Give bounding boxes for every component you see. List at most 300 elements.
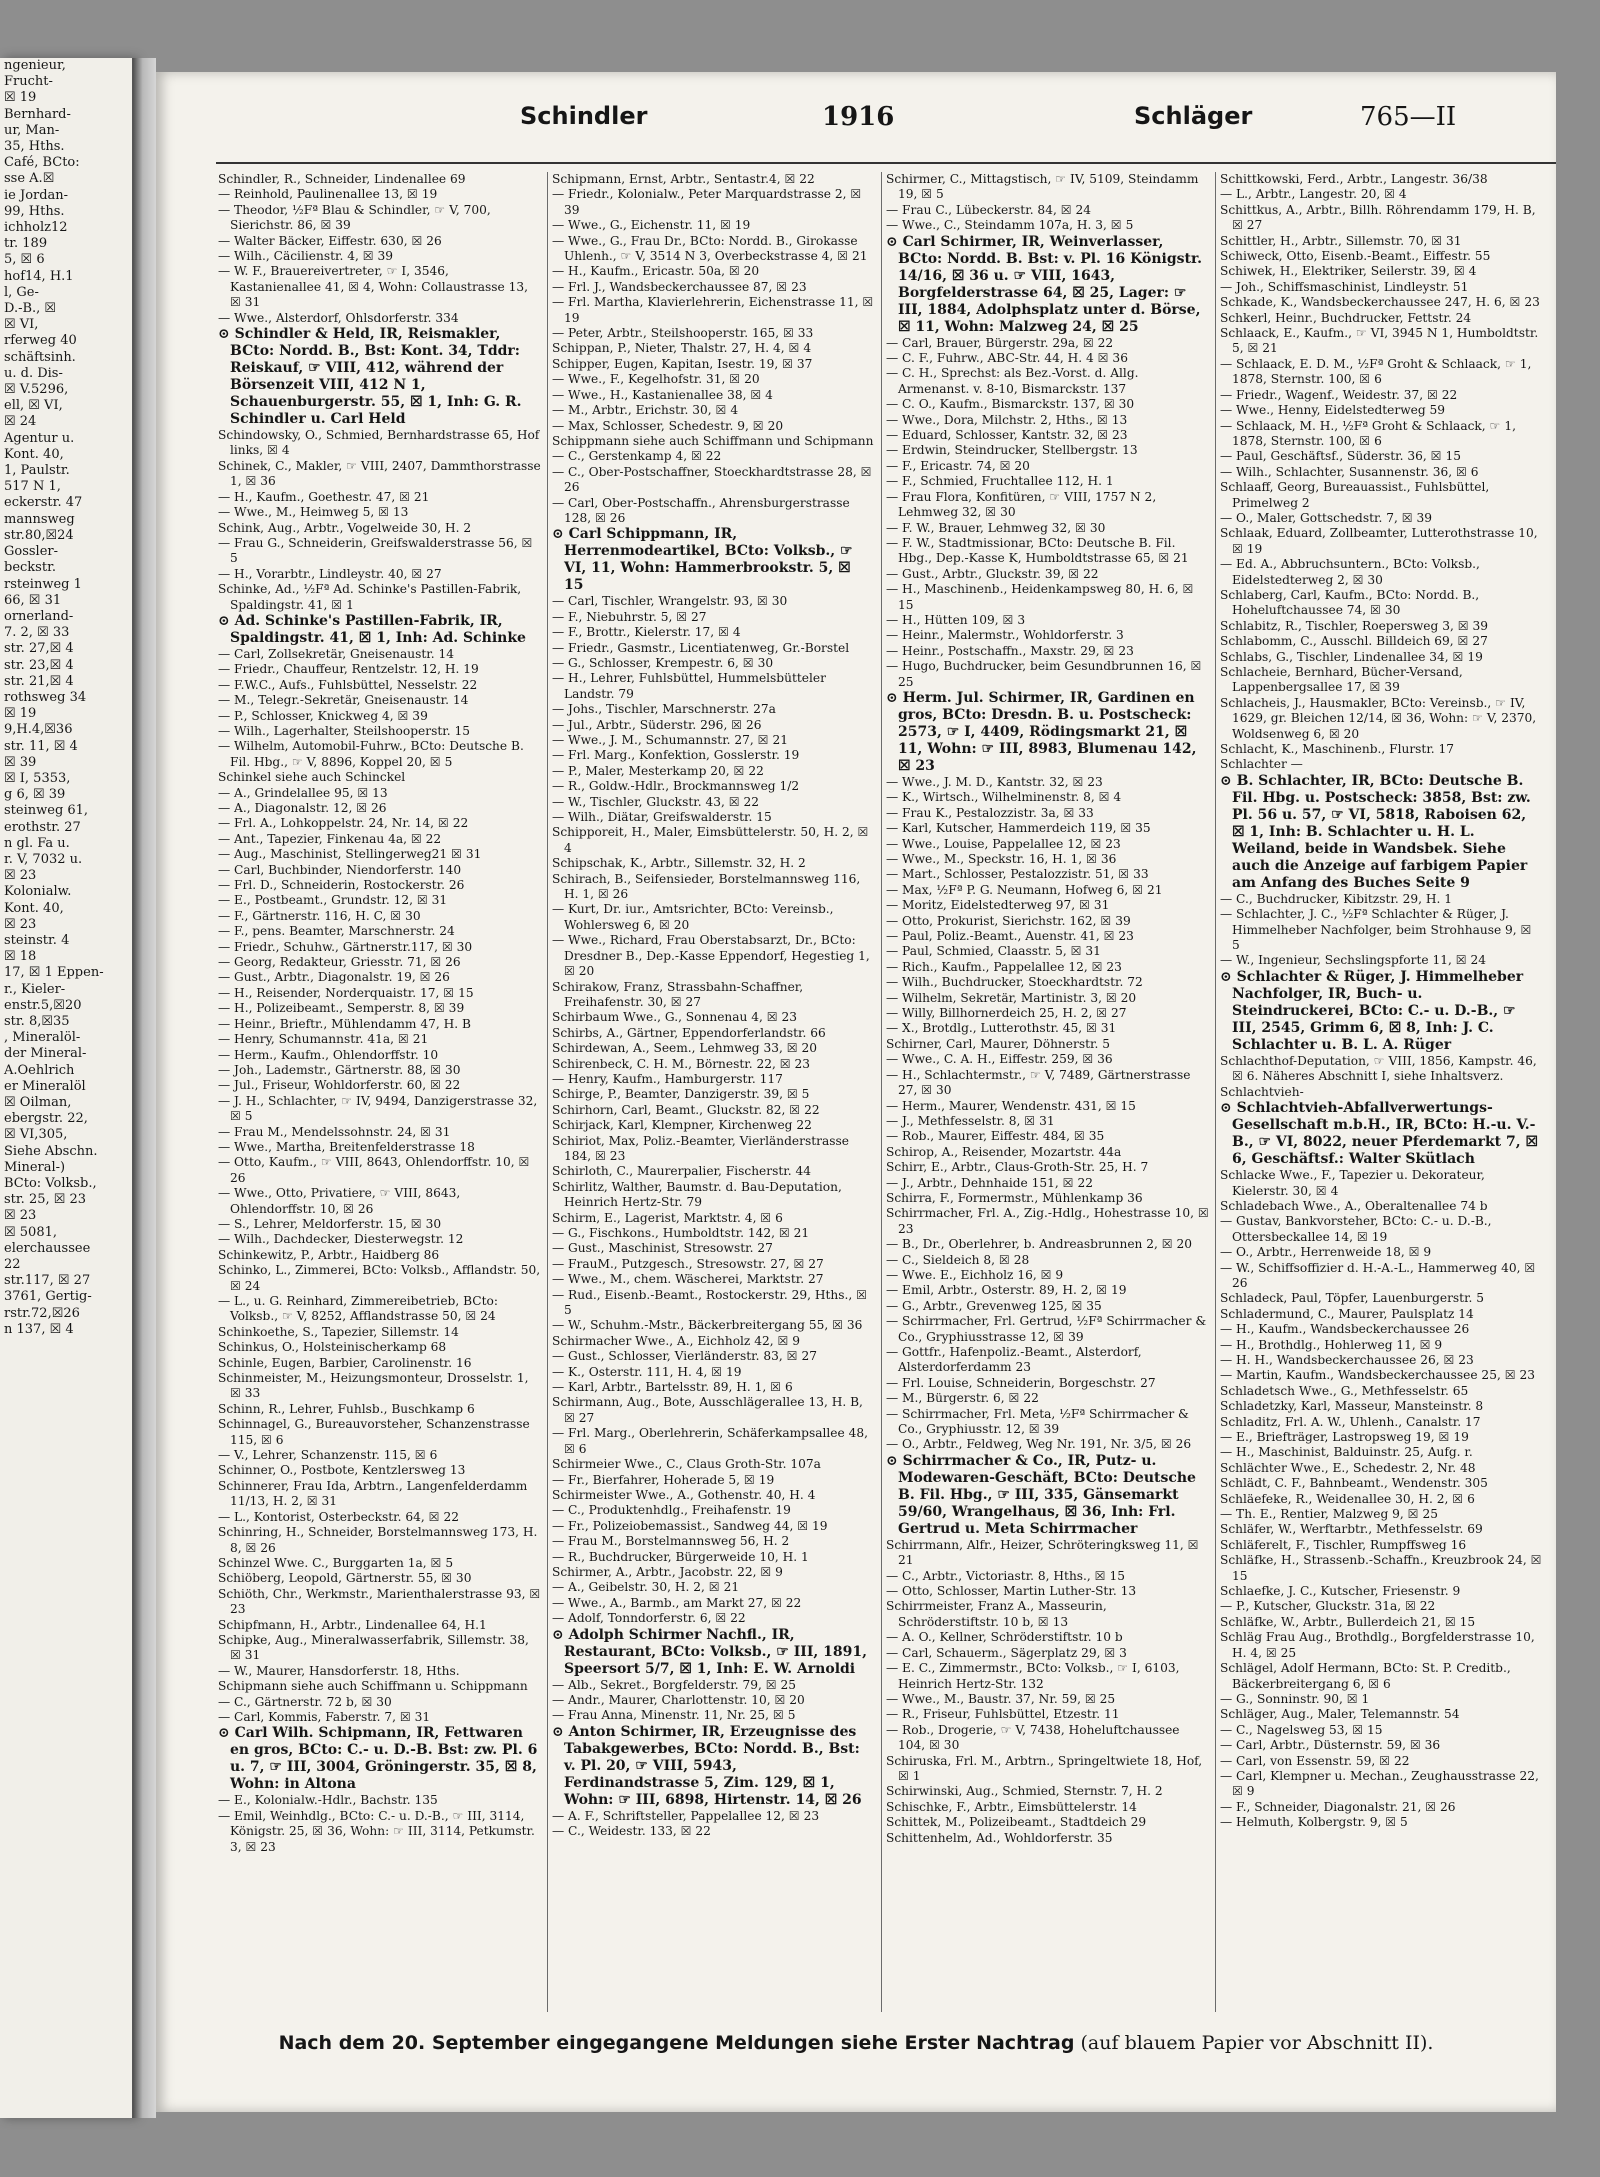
left-page-fragment: str. 21,☒ 4 xyxy=(4,673,74,689)
page-number: 765—II xyxy=(1360,102,1457,132)
directory-entry: Schittler, H., Arbtr., Sillemstr. 70, ☒ 31 xyxy=(1220,233,1462,248)
left-page-fragment: Bernhard- xyxy=(4,106,71,122)
directory-entry: Schläfer, W., Werftarbtr., Methfesselstr. 69 xyxy=(1220,1522,1483,1537)
directory-entry: — F., Brottr., Kielerstr. 17, ☒ 4 xyxy=(552,625,741,640)
left-page-fragment: ☒ 23 xyxy=(4,1208,37,1224)
left-page-fragment: A.Oehlrich xyxy=(4,1062,75,1078)
directory-entry: — M., Arbtr., Erichstr. 30, ☒ 4 xyxy=(552,403,739,418)
directory-entry: — Schlaack, M. H., ½Fª Groht & Schlaack, ☞ 1, 1878, Sternstr. 100, ☒ 6 xyxy=(1220,418,1516,448)
directory-entry: — C., Ober-Postschaffner, Stoeckhardtstrasse 28, ☒ 26 xyxy=(552,464,872,495)
directory-entry: Schladetsch Wwe., G., Methfesselstr. 65 xyxy=(1220,1383,1469,1398)
directory-entry: — C., Produktenhdlg., Freihafenstr. 19 xyxy=(552,1503,791,1518)
directory-entry: Schladermund, C., Maurer, Paulsplatz 14 xyxy=(1220,1306,1474,1321)
left-page-fragment: steinstr. 4 xyxy=(4,932,70,948)
directory-entry: Schipke, Aug., Mineralwasserfabrik, Sillemstr. 38, ☒ 31 xyxy=(218,1632,529,1663)
directory-columns xyxy=(218,172,1558,2012)
directory-entry: Schläfke, W., Arbtr., Bullerdeich 21, ☒ 15 xyxy=(1220,1614,1476,1629)
directory-entry: — Wilh., Diätar, Greifswalderstr. 15 xyxy=(552,810,772,825)
directory-entry: — Max, ½Fª P. G. Neumann, Hofweg 6, ☒ 21 xyxy=(886,882,1163,897)
directory-entry: Schinring, H., Schneider, Borstelmannsweg 173, H. 8, ☒ 26 xyxy=(218,1525,538,1555)
left-page-fragment: str. 25, ☒ 23 xyxy=(4,1192,87,1208)
directory-ad-entry: ⊙ Herm. Jul. Schirmer, IR, Gardinen en gros, BCto: Dresdn. B. u. Postscheck: 2573, ☞ I, 4409, Rödingsmarkt 21, ☒ 11, Wohn: ☞ III, 8983, Blumenau 142, ☒ 23 xyxy=(886,689,1197,774)
directory-entry: Schippmann siehe auch Schiffmann und Schipmann xyxy=(552,433,874,448)
left-page-fragment: r., Kieler- xyxy=(4,981,66,997)
left-page-fragment: Kont. 40, xyxy=(4,900,64,916)
left-page-fragment: str. 27,☒ 4 xyxy=(4,641,74,657)
running-header xyxy=(156,102,1556,142)
directory-entry: — Carl, Brauer, Bürgerstr. 29a, ☒ 22 xyxy=(886,335,1114,350)
directory-entry: — J., Methfesselstr. 8, ☒ 31 xyxy=(886,1113,1055,1128)
directory-entry: Schinner, O., Postbote, Kentzlersweg 13 xyxy=(218,1463,466,1478)
directory-entry: — X., Brotdlg., Lutterothstr. 45, ☒ 31 xyxy=(886,1021,1117,1036)
directory-entry: Schindler, R., Schneider, Lindenallee 69 xyxy=(218,172,466,186)
directory-entry: — H., Maschinist, Balduinstr. 25, Aufg. r. xyxy=(1220,1445,1473,1460)
directory-ad-entry: ⊙ Carl Schippmann, IR, Herrenmodeartikel, BCto: Volksb., ☞ VI, 11, Wohn: Hammerbrookstr. 5, ☒ 15 xyxy=(552,526,853,594)
directory-entry: — Karl, Kutscher, Hammerdeich 119, ☒ 35 xyxy=(886,821,1151,836)
directory-entry: Schirr, E., Arbtr., Claus-Groth-Str. 25, H. 7 xyxy=(886,1160,1149,1175)
directory-entry: — H., Kaufm., Goethestr. 47, ☒ 21 xyxy=(218,489,430,504)
left-page-fragment: str. 8,☒35 xyxy=(4,1013,70,1029)
left-page-fragment: eckerstr. 47 xyxy=(4,495,83,511)
directory-entry: — S., Lehrer, Meldorferstr. 15, ☒ 30 xyxy=(218,1216,442,1231)
directory-entry: — J. H., Schlachter, ☞ IV, 9494, Danzigerstrasse 32, ☒ 5 xyxy=(218,1093,538,1124)
left-page-fragment: sse A.☒ xyxy=(4,171,55,187)
directory-entry: — Peter, Arbtr., Steilshooperstr. 165, ☒ 33 xyxy=(552,326,814,341)
directory-ad-entry: ⊙ Adolph Schirmer Nachfl., IR, Restaurant, BCto: Volksb., ☞ III, 1891, Speersort 5/7, ☒ 1, Inh: E. W. Arnoldi xyxy=(552,1626,867,1677)
directory-entry: — M., Bürgerstr. 6, ☒ 22 xyxy=(886,1391,1039,1406)
directory-entry: — C., Nagelsweg 53, ☒ 15 xyxy=(1220,1722,1383,1737)
directory-entry: — Kurt, Dr. iur., Amtsrichter, BCto: Vereinsb., Wohlersweg 6, ☒ 20 xyxy=(552,902,834,932)
directory-entry: — Frau Flora, Konfitüren, ☞ VIII, 1757 N 2, Lehmweg 32, ☒ 30 xyxy=(886,489,1157,520)
directory-entry: Schinkel siehe auch Schinckel xyxy=(218,770,406,785)
left-page-fragment: erothstr. 27 xyxy=(4,819,81,835)
directory-entry: Schirrmeister, Franz A., Masseurin, Schröderstiftstr. 10 b, ☒ 13 xyxy=(886,1599,1107,1629)
directory-entry: Schinle, Eugen, Barbier, Carolinenstr. 16 xyxy=(218,1355,472,1370)
left-page-fragment: ie Jordan- xyxy=(4,187,69,203)
left-page-fragment: 66, ☒ 31 xyxy=(4,592,62,608)
directory-entry: — A., Grindelallee 95, ☒ 13 xyxy=(218,785,388,800)
directory-ad-entry: ⊙ Schirrmacher & Co., IR, Putz- u. Modewaren-Geschäft, BCto: Deutsche B. Fil. Hbg., ☞ III, 335, Gänsemarkt 59/60, Wrangelhaus, ☒ 36, Inh: Frl. Gertrud u. Meta Schirrmacher xyxy=(886,1452,1196,1537)
directory-entry: — O., Arbtr., Feldweg, Weg Nr. 191, Nr. 3/5, ☒ 26 xyxy=(886,1437,1192,1452)
directory-entry: Schlacheie, Bernhard, Bücher-Versand, Lappenbergsallee 17, ☒ 39 xyxy=(1220,665,1463,695)
directory-entry: — Reinhold, Paulinenallee 13, ☒ 19 xyxy=(218,187,438,202)
directory-entry: — E., Kolonialw.-Hdlr., Bachstr. 135 xyxy=(218,1793,438,1808)
directory-entry: — M., Telegr.-Sekretär, Gneisenaustr. 14 xyxy=(218,693,469,708)
directory-entry: — Johs., Tischler, Marschnerstr. 27a xyxy=(552,702,776,717)
directory-entry: Schinkoethe, S., Tapezier, Sillemstr. 14 xyxy=(218,1324,459,1339)
directory-entry: Schirmeier Wwe., C., Claus Groth-Str. 107a xyxy=(552,1457,821,1472)
directory-entry: — W., Maurer, Hansdorferstr. 18, Hths. xyxy=(218,1663,460,1678)
left-page-fragment: ur, Man- xyxy=(4,122,60,138)
directory-entry: — W., Ingenieur, Sechslingspforte 11, ☒ 24 xyxy=(1220,953,1487,968)
directory-entry: Schirmann, Aug., Bote, Ausschlägerallee 13, H. B, ☒ 27 xyxy=(552,1395,863,1425)
directory-entry: Schinnagel, G., Bureauvorsteher, Schanzenstrasse 115, ☒ 6 xyxy=(218,1417,530,1447)
directory-entry: — H., Kaufm., Ericastr. 50a, ☒ 20 xyxy=(552,264,760,279)
directory-entry: Schirdewan, A., Seem., Lehmweg 33, ☒ 20 xyxy=(552,1041,818,1056)
directory-entry: — Aug., Maschinist, Stellingerweg21 ☒ 31 xyxy=(218,847,482,862)
directory-entry: — H., Hütten 109, ☒ 3 xyxy=(886,612,1026,627)
directory-entry: — L., u. G. Reinhard, Zimmereibetrieb, BCto: Volksb., ☞ V, 8252, Afflandstrasse 50, ☒ 24 xyxy=(218,1294,498,1324)
directory-entry: — Emil, Weinhdlg., BCto: C.- u. D.-B., ☞ III, 3114, Königstr. 25, ☒ 36, Wohn: ☞ III, 3114, Petkumstr. 3, ☒ 23 xyxy=(218,1808,535,1854)
left-page-fragment: 517 N 1, xyxy=(4,479,61,495)
directory-entry: — Georg, Redakteur, Griesstr. 71, ☒ 26 xyxy=(218,955,461,970)
directory-entry: Schirm, E., Lagerist, Marktstr. 4, ☒ 6 xyxy=(552,1210,783,1225)
directory-entry: Schladebach Wwe., A., Oberaltenallee 74 b xyxy=(1220,1198,1488,1213)
directory-entry: — Wwe., G., Eichenstr. 11, ☒ 19 xyxy=(552,218,751,233)
directory-entry: — Frl. Marg., Oberlehrerin, Schäferkampsallee 48, ☒ 6 xyxy=(552,1426,868,1456)
directory-entry: — F., pens. Beamter, Marschnerstr. 24 xyxy=(218,924,455,939)
directory-entry: — Wwe., Otto, Privatiere, ☞ VIII, 8643, Ohlendorffstr. 10, ☒ 26 xyxy=(218,1186,461,1216)
directory-ad-entry: ⊙ B. Schlachter, IR, BCto: Deutsche B. Fil. Hbg. u. Postscheck: 3858, Bst: zw. Pl. 56 u. 57, ☞ VI, 5818, Raboisen 62, ☒ 1, Inh: B. Schlachter u. H. L. Weiland, beide in Wandsbek. Siehe auch die Anzeige auf farbigem Papier am Anfang des Buches Seite 9 xyxy=(1220,772,1531,891)
directory-entry: Schläger, Aug., Maler, Telemannstr. 54 xyxy=(1220,1707,1460,1722)
directory-entry: — F. W., Stadtmissionar, BCto: Deutsche B. Fil. Hbg., Dep.-Kasse K, Humboldtstrasse 65, ☒ 21 xyxy=(886,535,1189,566)
directory-entry: Schlaaff, Georg, Bureauassist., Fuhlsbüttel, Primelweg 2 xyxy=(1220,480,1490,510)
directory-entry: — Ant., Tapezier, Finkenau 4a, ☒ 22 xyxy=(218,831,442,846)
directory-entry: — K., Osterstr. 111, H. 4, ☒ 19 xyxy=(552,1364,742,1379)
directory-entry: — Fr., Bierfahrer, Hoherade 5, ☒ 19 xyxy=(552,1472,775,1487)
directory-entry: — C., Gärtnerstr. 72 b, ☒ 30 xyxy=(218,1694,392,1709)
left-page-fragment: 9,H.4,☒36 xyxy=(4,722,73,738)
directory-entry: — Heinr., Malermstr., Wohldorferstr. 3 xyxy=(886,628,1124,643)
directory-entry: — Wwe., J. M. D., Kantstr. 32, ☒ 23 xyxy=(886,774,1103,789)
footer-note xyxy=(156,2032,1556,2054)
directory-entry: — Max, Schlosser, Schedestr. 9, ☒ 20 xyxy=(552,418,784,433)
directory-entry: — Willy, Billhornerdeich 25, H. 2, ☒ 27 xyxy=(886,1006,1127,1021)
left-page-fragment: 22 xyxy=(4,1257,21,1273)
directory-entry: — Joh., Lademstr., Gärtnerstr. 88, ☒ 30 xyxy=(218,1062,461,1077)
left-page-fragment: 7. 2, ☒ 33 xyxy=(4,625,70,641)
directory-entry: Schippan, P., Nieter, Thalstr. 27, H. 4, ☒ 4 xyxy=(552,341,812,356)
directory-entry: — Gust., Arbtr., Gluckstr. 39, ☒ 22 xyxy=(886,566,1099,581)
directory-entry: Schlädt, C. F., Bahnbeamt., Wendenstr. 305 xyxy=(1220,1476,1488,1491)
left-page-fragment: Kolonialw. xyxy=(4,884,72,900)
directory-entry: — Wilh., Dachdecker, Diesterwegstr. 12 xyxy=(218,1232,464,1247)
column-divider xyxy=(881,172,882,2012)
directory-entry: Schläg Frau Aug., Brothdlg., Borgfelderstrasse 10, H. 4, ☒ 25 xyxy=(1220,1630,1535,1660)
directory-entry: — Wwe., Alsterdorf, Ohlsdorferstr. 334 xyxy=(218,310,459,325)
directory-entry: — C., Gerstenkamp 4, ☒ 22 xyxy=(552,449,722,464)
directory-entry: — Frau G., Schneiderin, Greifswalderstrasse 56, ☒ 5 xyxy=(218,535,533,566)
directory-entry: — C., Arbtr., Victoriastr. 8, Hths., ☒ 15 xyxy=(886,1568,1125,1583)
directory-entry: Schittenhelm, Ad., Wohldorferstr. 35 xyxy=(886,1830,1113,1845)
directory-entry: — Heinr., Brieftr., Mühlendamm 47, H. B xyxy=(218,1016,471,1031)
directory-entry: Schirbaum Wwe., G., Sonnenau 4, ☒ 23 xyxy=(552,1010,798,1025)
directory-entry: Schlachtvieh- xyxy=(1220,1084,1304,1099)
directory-entry: — C. O., Kaufm., Bismarckstr. 137, ☒ 30 xyxy=(886,397,1135,412)
directory-entry: Schläefeke, R., Weidenallee 30, H. 2, ☒ 6 xyxy=(1220,1491,1475,1506)
directory-entry: Schirjack, Karl, Klempner, Kirchenweg 22 xyxy=(552,1118,812,1133)
directory-entry: — Wilh., Lagerhalter, Steilshooperstr. 15 xyxy=(218,723,470,738)
directory-entry: Schlaefke, J. C., Kutscher, Friesenstr. 9 xyxy=(1220,1584,1461,1599)
directory-entry: — Wwe., M., Heimweg 5, ☒ 13 xyxy=(218,505,409,520)
directory-entry: — H., Brothdlg., Hohlerweg 11, ☒ 9 xyxy=(1220,1337,1443,1352)
directory-entry: Schlägel, Adolf Hermann, BCto: St. P. Creditb., Bäckerbreitergang 6, ☒ 6 xyxy=(1220,1661,1511,1691)
directory-entry: — Friedr., Wagenf., Weidestr. 37, ☒ 22 xyxy=(1220,387,1458,402)
directory-entry: — H., Kaufm., Wandsbeckerchaussee 26 xyxy=(1220,1322,1470,1337)
directory-entry: Schink, Aug., Arbtr., Vogelweide 30, H. 2 xyxy=(218,520,472,535)
left-page-fragment: Mineral-) xyxy=(4,1159,66,1175)
left-page-fragment: Frucht- xyxy=(4,74,53,90)
directory-ad-entry: ⊙ Schlachtvieh-Abfallverwertungs-Gesellschaft m.b.H., IR, BCto: H.-u. V.-B., ☞ VI, 8022, neuer Pferdemarkt 7, ☒ 6, Geschäftsf.: Walter Skütlach xyxy=(1220,1100,1539,1168)
column-divider xyxy=(1215,172,1216,2012)
directory-entry: Schirmeister Wwe., A., Gothenstr. 40, H. 4 xyxy=(552,1487,816,1502)
directory-entry: — Otto, Kaufm., ☞ VIII, 8643, Ohlendorffstr. 10, ☒ 26 xyxy=(218,1155,530,1185)
left-page-fragment: rferweg 40 xyxy=(4,333,77,349)
directory-entry: Schirmer, A., Arbtr., Jacobstr. 22, ☒ 9 xyxy=(552,1564,783,1579)
directory-entry: — F., Schmied, Fruchtallee 112, H. 1 xyxy=(886,474,1114,489)
directory-entry: Schirmacher Wwe., A., Eichholz 42, ☒ 9 xyxy=(552,1333,801,1348)
directory-entry: — Schlachter, J. C., ½Fª Schlachter & Rüger, J. Himmelheber Nachfolger, beim Strohhause 9, ☒ 5 xyxy=(1220,907,1532,953)
directory-entry: Schirenbeck, C. H. M., Börnestr. 22, ☒ 23 xyxy=(552,1056,811,1071)
left-page-fragment: rsteinweg 1 xyxy=(4,576,82,592)
directory-entry: — A. F., Schriftsteller, Pappelallee 12, ☒ 23 xyxy=(552,1808,820,1823)
directory-entry: — Rob., Drogerie, ☞ V, 7438, Hoheluftchaussee 104, ☒ 30 xyxy=(886,1722,1180,1753)
directory-entry: Schipper, Eugen, Kapitan, Isestr. 19, ☒ 37 xyxy=(552,356,813,371)
directory-entry: — E. C., Zimmermstr., BCto: Volksb., ☞ I, 6103, Heinrich Hertz-Str. 132 xyxy=(886,1661,1180,1691)
directory-entry: — Hugo, Buchdrucker, beim Gesundbrunnen 16, ☒ 25 xyxy=(886,659,1202,689)
directory-entry: — Rich., Kaufm., Pappelallee 12, ☒ 23 xyxy=(886,959,1122,974)
directory-entry: — Wwe. E., Eichholz 16, ☒ 9 xyxy=(886,1267,1064,1282)
directory-entry: Schlacke Wwe., F., Tapezier u. Dekorateur, Kielerstr. 30, ☒ 4 xyxy=(1220,1168,1485,1198)
book-gutter xyxy=(134,58,156,2118)
directory-entry: Schlabs, G., Tischler, Lindenallee 34, ☒ 19 xyxy=(1220,649,1483,664)
directory-entry: — B., Dr., Oberlehrer, b. Andreasbrunnen 2, ☒ 20 xyxy=(886,1237,1193,1252)
directory-entry: Schkerl, Heinr., Buchdrucker, Fettstr. 24 xyxy=(1220,310,1472,325)
directory-entry: — Jul., Friseur, Wohldorferstr. 60, ☒ 22 xyxy=(218,1078,461,1093)
left-page-fragment: str. 23,☒ 4 xyxy=(4,657,74,673)
directory-entry: — H. H., Wandsbeckerchaussee 26, ☒ 23 xyxy=(1220,1352,1474,1367)
directory-entry: Schlaack, E., Kaufm., ☞ VI, 3945 N 1, Humboldtstr. 5, ☒ 21 xyxy=(1220,326,1539,356)
left-page-fragment: str. 11, ☒ 4 xyxy=(4,738,78,754)
directory-entry: — Schirrmacher, Frl. Meta, ½Fª Schirrmacher & Co., Gryphiusstr. 12, ☒ 39 xyxy=(886,1406,1189,1437)
directory-entry: — Frau M., Borstelmannsweg 56, H. 2 xyxy=(552,1534,790,1549)
directory-entry: — Carl, Kommis, Faberstr. 7, ☒ 31 xyxy=(218,1709,431,1724)
directory-entry: — Wilhelm, Automobil-Fuhrw., BCto: Deutsche B. Fil. Hbg., ☞ V, 8896, Koppel 20, ☒ 5 xyxy=(218,739,524,769)
directory-entry: — Erdwin, Steindrucker, Stellbergstr. 13 xyxy=(886,443,1138,458)
column-3 xyxy=(886,172,1209,2012)
left-page-fragment: , Mineralöl- xyxy=(4,1030,81,1046)
directory-entry: Schittkus, A., Arbtr., Billh. Röhrendamm 179, H. B, ☒ 27 xyxy=(1220,202,1536,233)
left-page-fragment: ichholz12 xyxy=(4,220,68,236)
directory-entry: — C. H., Sprechst: als Bez.-Vorst. d. Allg. Armenanst. v. 8-10, Bismarckstr. 137 xyxy=(886,366,1139,396)
directory-entry: — O., Arbtr., Herrenweide 18, ☒ 9 xyxy=(1220,1245,1432,1260)
left-page-fragment: 17, ☒ 1 Eppen- xyxy=(4,965,104,981)
left-page-fragment: ☒ 18 xyxy=(4,949,37,965)
directory-entry: — Andr., Maurer, Charlottenstr. 10, ☒ 20 xyxy=(552,1692,805,1707)
left-page-fragment: enstr.5,☒20 xyxy=(4,997,82,1013)
directory-entry: — Rud., Eisenb.-Beamt., Rostockerstr. 29, Hths., ☒ 5 xyxy=(552,1287,867,1318)
directory-entry: — Frl. Martha, Klavierlehrerin, Eichenstrasse 11, ☒ 19 xyxy=(552,295,874,325)
directory-entry: — Theodor, ½Fª Blau & Schindler, ☞ V, 700, Sierichstr. 86, ☒ 39 xyxy=(218,202,491,233)
directory-entry: — Eduard, Schlosser, Kantstr. 32, ☒ 23 xyxy=(886,428,1128,443)
left-page-fragment: rothsweg 34 xyxy=(4,689,87,705)
directory-entry: — Frau K., Pestalozzistr. 3a, ☒ 33 xyxy=(886,805,1094,820)
directory-entry: — Martin, Kaufm., Wandsbeckerchaussee 25, ☒ 23 xyxy=(1220,1368,1535,1383)
directory-entry: — R., Friseur, Fuhlsbüttel, Etzestr. 11 xyxy=(886,1707,1120,1722)
directory-entry: — E., Briefträger, Lastropsweg 19, ☒ 19 xyxy=(1220,1430,1469,1444)
left-page-fragment: beckstr. xyxy=(4,560,56,576)
directory-entry: — Friedr., Schuhw., Gärtnerstr.117, ☒ 30 xyxy=(218,939,473,954)
left-page-fragment: ☒ VI,305, xyxy=(4,1127,68,1143)
directory-entry: — Schirrmacher, Frl. Gertrud, ½Fª Schirrmacher & Co., Gryphiusstrasse 12, ☒ 39 xyxy=(886,1314,1207,1344)
left-page-fragment: 35, Hths. xyxy=(4,139,65,155)
directory-entry: — Wwe., M., Speckstr. 16, H. 1, ☒ 36 xyxy=(886,852,1117,866)
directory-entry: Schiöth, Chr., Werkmstr., Marienthalerstrasse 93, ☒ 23 xyxy=(218,1586,541,1617)
directory-entry: — Paul, Poliz.-Beamt., Auenstr. 41, ☒ 23 xyxy=(886,929,1134,944)
directory-entry: — Carl, von Essenstr. 59, ☒ 22 xyxy=(1220,1753,1410,1768)
directory-entry: — Carl, Arbtr., Düsternstr. 59, ☒ 36 xyxy=(1220,1738,1441,1753)
directory-entry: — Wwe., Henny, Eidelstedterweg 59 xyxy=(1220,403,1446,418)
directory-entry: — C., Weidestr. 133, ☒ 22 xyxy=(552,1824,711,1839)
directory-entry: — H., Lehrer, Fuhlsbüttel, Hummelsbütteler Landstr. 79 xyxy=(552,671,826,701)
left-page-fragment: Siehe Abschn. xyxy=(4,1143,98,1159)
directory-entry: Schladetzky, Karl, Masseur, Mansteinstr. 8 xyxy=(1220,1399,1484,1414)
directory-entry: Schirlitz, Walther, Baumstr. d. Bau-Deputation, Heinrich Hertz-Str. 79 xyxy=(552,1179,842,1210)
directory-entry: Schirrmacher, Frl. A., Zig.-Hdlg., Hohestrasse 10, ☒ 23 xyxy=(886,1206,1209,1236)
directory-entry: — Wwe., F., Kegelhofstr. 31, ☒ 20 xyxy=(552,372,760,387)
directory-entry: Schittek, M., Polizeibeamt., Stadtdeich 29 xyxy=(886,1815,1147,1830)
directory-entry: — Gustav, Bankvorsteher, BCto: C.- u. D.-B., Ottersbeckallee 14, ☒ 19 xyxy=(1220,1214,1492,1244)
directory-ad-entry: ⊙ Schindler & Held, IR, Reismakler, BCto: Nordd. B., Bst: Kont. 34, Tddr: Reiskauf, ☞ VIII, 412, während der Börsenzeit VIII, 412 N 1, Schauenburgerstr. 55, ☒ 1, Inh: G. R. Schindler u. Carl Held xyxy=(218,326,522,428)
left-page-fragment: Agentur u. xyxy=(4,430,75,446)
directory-entry: — H., Polizeibeamt., Semperstr. 8, ☒ 39 xyxy=(218,1001,465,1016)
directory-entry: Schinkus, O., Holsteinischerkamp 68 xyxy=(218,1340,447,1355)
directory-entry: — Adolf, Tonndorferstr. 6, ☒ 22 xyxy=(552,1611,746,1626)
directory-entry: — P., Kutscher, Gluckstr. 31a, ☒ 22 xyxy=(1220,1599,1436,1614)
directory-entry: — P., Maler, Mesterkamp 20, ☒ 22 xyxy=(552,763,764,778)
directory-entry: Schlachthof-Deputation, ☞ VIII, 1856, Kampstr. 46, ☒ 6. Näheres Abschnitt I, siehe Inhaltsverz. xyxy=(1220,1053,1537,1084)
directory-entry: Schinek, C., Makler, ☞ VIII, 2407, Dammthorstrasse 1, ☒ 36 xyxy=(218,458,541,489)
directory-entry: — F., Niebuhrstr. 5, ☒ 27 xyxy=(552,609,707,624)
directory-entry: Schlacheis, J., Hausmakler, BCto: Vereinsb., ☞ IV, 1629, gr. Bleichen 12/14, ☒ 36, Wohn: ☞ V, 2370, Woldsenweg 6, ☒ 20 xyxy=(1220,695,1537,741)
directory-entry: — Joh., Schiffsmaschinist, Lindleystr. 51 xyxy=(1220,279,1469,294)
left-page-fragment: str.117, ☒ 27 xyxy=(4,1273,91,1289)
directory-entry: — Carl, Tischler, Wrangelstr. 93, ☒ 30 xyxy=(552,594,788,609)
directory-entry: — Frau Anna, Minenstr. 11, Nr. 25, ☒ 5 xyxy=(552,1708,796,1723)
directory-entry: Schinkewitz, P., Arbtr., Haidberg 86 xyxy=(218,1247,440,1262)
directory-entry: Schipmann, Ernst, Arbtr., Sentastr.4, ☒ 22 xyxy=(552,172,815,186)
left-page-fragment: BCto: Volksb., xyxy=(4,1176,97,1192)
directory-entry: — V., Lehrer, Schanzenstr. 115, ☒ 6 xyxy=(218,1448,438,1463)
left-page-fragment: elerchaussee xyxy=(4,1240,91,1256)
directory-entry: — R., Goldw.-Hdlr., Brockmannsweg 1/2 xyxy=(552,779,800,794)
directory-entry: Schirner, Carl, Maurer, Döhnerstr. 5 xyxy=(886,1036,1110,1051)
left-page-fragment: ☒ 24 xyxy=(4,414,37,430)
header-rule xyxy=(216,162,1556,164)
directory-entry: — Paul, Schmied, Claasstr. 5, ☒ 31 xyxy=(886,944,1101,959)
directory-entry: Schipfmann, H., Arbtr., Lindenallee 64, H.1 xyxy=(218,1617,487,1632)
left-page-fragment: hof14, H.1 xyxy=(4,268,74,284)
left-page-fragment: der Mineral- xyxy=(4,1046,87,1062)
directory-entry: — Wilh., Schlachter, Susannenstr. 36, ☒ 6 xyxy=(1220,464,1479,479)
left-page-fragment: l, Ge- xyxy=(4,284,39,300)
directory-entry: — Rob., Maurer, Eiffestr. 484, ☒ 35 xyxy=(886,1129,1105,1144)
directory-entry: — Friedr., Chauffeur, Rentzelstr. 12, H. 19 xyxy=(218,662,479,677)
left-page-fragment: mannsweg xyxy=(4,511,75,527)
directory-entry: — H., Maschinenb., Heidenkampsweg 80, H. 6, ☒ 15 xyxy=(886,582,1194,612)
directory-entry: — Walter Bäcker, Eiffestr. 630, ☒ 26 xyxy=(218,233,442,248)
directory-entry: — L., Kontorist, Osterbeckstr. 64, ☒ 22 xyxy=(218,1509,459,1524)
directory-entry: — Frl. Marg., Konfektion, Gosslerstr. 19 xyxy=(552,748,800,763)
directory-entry: — F.W.C., Aufs., Fuhlsbüttel, Nesselstr. 22 xyxy=(218,677,478,692)
directory-entry: — Otto, Prokurist, Sierichstr. 162, ☒ 39 xyxy=(886,913,1131,928)
directory-entry: — C., Buchdrucker, Kibitzstr. 29, H. 1 xyxy=(1220,891,1452,906)
directory-entry: Schlächter Wwe., E., Schedestr. 2, Nr. 48 xyxy=(1220,1460,1476,1475)
directory-entry: — Helmuth, Kolbergstr. 9, ☒ 5 xyxy=(1220,1815,1408,1830)
directory-entry: — H., Schlachtermstr., ☞ V, 7489, Gärtnerstrasse 27, ☒ 30 xyxy=(886,1067,1191,1098)
directory-entry: Schlabitz, R., Tischler, Roepersweg 3, ☒ 39 xyxy=(1220,618,1489,633)
directory-entry: — Gust., Schlosser, Vierländerstr. 83, ☒ 27 xyxy=(552,1349,817,1364)
directory-entry: — W., Schuhm.-Mstr., Bäckerbreitergang 55, ☒ 36 xyxy=(552,1318,863,1333)
directory-ad-entry: ⊙ Schlachter & Rüger, J. Himmelheber Nachfolger, IR, Buch- u. Steindruckerei, BCto: C.- u. D.-B., ☞ III, 2545, Grimm 6, ☒ 8, Inh: J. C. Schlachter u. B. L. A. Rüger xyxy=(1220,968,1524,1053)
footer-tail-text: (auf blauem Papier vor Abschnitt II). xyxy=(1080,2032,1434,2054)
directory-entry: — Otto, Schlosser, Martin Luther-Str. 13 xyxy=(886,1584,1137,1599)
directory-entry: — F., Schneider, Diagonalstr. 21, ☒ 26 xyxy=(1220,1799,1456,1814)
directory-entry: — Henry, Kaufm., Hamburgerstr. 117 xyxy=(552,1071,783,1086)
left-page-fragment: n 137, ☒ 4 xyxy=(4,1321,74,1337)
directory-entry: — Frau M., Mendelssohnstr. 24, ☒ 31 xyxy=(218,1124,451,1139)
left-page-fragment: 5, ☒ 6 xyxy=(4,252,45,268)
directory-entry: Schlaberg, Carl, Kaufm., BCto: Nordd. B., Hoheluftchaussee 74, ☒ 30 xyxy=(1220,587,1480,618)
directory-entry: — Fr., Polizeiobemassist., Sandweg 44, ☒ 19 xyxy=(552,1518,828,1533)
left-page-fragment: 99, Hths. xyxy=(4,203,65,219)
directory-entry: Schindowsky, O., Schmied, Bernhardstrasse 65, Hof links, ☒ 4 xyxy=(218,428,540,458)
directory-entry: Schiriot, Max, Poliz.-Beamter, Vierländerstrasse 184, ☒ 23 xyxy=(552,1133,849,1163)
directory-entry: — C. F., Fuhrw., ABC-Str. 44, H. 4 ☒ 36 xyxy=(886,351,1128,366)
left-page-fragment: schäftsinh. xyxy=(4,349,76,365)
directory-entry: — F., Ericastr. 74, ☒ 20 xyxy=(886,458,1030,473)
left-page-fragment: ebergstr. 22, xyxy=(4,1111,88,1127)
directory-entry: — Carl, Ober-Postschaffn., Ahrensburgerstrasse 128, ☒ 26 xyxy=(552,495,850,525)
directory-entry: — G., Fischkons., Humboldtstr. 142, ☒ 21 xyxy=(552,1226,810,1240)
left-page-fragment: ☒ 39 xyxy=(4,754,37,770)
left-page-fragment: rstr.72,☒26 xyxy=(4,1305,80,1321)
directory-entry: — Frl. J., Wandsbeckerchaussee 87, ☒ 23 xyxy=(552,279,807,294)
directory-entry: — Mart., Schlosser, Pestalozzistr. 51, ☒ 33 xyxy=(886,867,1149,882)
left-page-fragment: D.-B., ☒ xyxy=(4,301,57,317)
directory-entry: Schirhorn, Carl, Beamt., Gluckstr. 82, ☒ 22 xyxy=(552,1102,820,1117)
left-page-fragment: er Mineralöl xyxy=(4,1078,86,1094)
directory-entry: Schiruska, Frl. M., Arbtrn., Springeltwiete 18, Hof, ☒ 1 xyxy=(886,1753,1203,1783)
directory-entry: — Wwe., M., Baustr. 37, Nr. 59, ☒ 25 xyxy=(886,1691,1116,1706)
directory-entry: — Wwe., G., Frau Dr., BCto: Nordd. B., Girokasse Uhlenh., ☞ V, 3514 N 3, Overbeckstrasse 4, ☒ 21 xyxy=(552,233,868,264)
left-page-fragment: Kont. 40, xyxy=(4,446,64,462)
directory-entry: — Wwe., Louise, Pappelallee 12, ☒ 23 xyxy=(886,836,1121,851)
directory-ad-entry: ⊙ Carl Schirmer, IR, Weinverlasser, BCto: Nordd. B. Bst: v. Pl. 16 Königstr. 14/16, ☒ 36 u. ☞ VIII, 1643, Borgfelderstrasse 64, ☒ 25, Lager: ☞ III, 1884, Adolphsplatz unter d. Börse, ☒ 11, Wohn: Malzweg 24, ☒ 25 xyxy=(886,233,1202,335)
directory-entry: — W., Tischler, Gluckstr. 43, ☒ 22 xyxy=(552,794,760,809)
directory-entry: — L., Arbtr., Langestr. 20, ☒ 4 xyxy=(1220,187,1407,202)
left-page-fragment: ell, ☒ VI, xyxy=(4,398,63,414)
directory-entry: Schipschak, K., Arbtr., Sillemstr. 32, H. 2 xyxy=(552,856,806,871)
directory-entry: — Karl, Arbtr., Bartelsstr. 89, H. 1, ☒ 6 xyxy=(552,1380,793,1395)
left-page-fragment: u. d. Dis- xyxy=(4,365,63,381)
directory-entry: Schittkowski, Ferd., Arbtr., Langestr. 36/38 xyxy=(1220,172,1488,186)
column-2 xyxy=(552,172,875,2012)
directory-entry: — G., Sonninstr. 90, ☒ 1 xyxy=(1220,1691,1370,1706)
directory-entry: Schipporeit, H., Maler, Eimsbüttelerstr. 50, H. 2, ☒ 4 xyxy=(552,825,869,855)
directory-entry: Schinzel Wwe. C., Burggarten 1a, ☒ 5 xyxy=(218,1555,454,1570)
directory-entry: — H., Vorarbtr., Lindleystr. 40, ☒ 27 xyxy=(218,566,442,581)
left-page-fragment: ☒ 23 xyxy=(4,916,37,932)
left-page-fragment: ☒ 23 xyxy=(4,868,37,884)
directory-entry: — Herm., Kaufm., Ohlendorffstr. 10 xyxy=(218,1047,439,1062)
directory-entry: — FrauM., Putzgesch., Stresowstr. 27, ☒ 27 xyxy=(552,1256,824,1271)
header-year: 1916 xyxy=(822,102,895,132)
column-divider xyxy=(547,172,548,2012)
directory-entry: — Friedr., Gasmstr., Licentiatenweg, Gr.-Borstel xyxy=(552,640,850,655)
directory-entry: — Frau C., Lübeckerstr. 84, ☒ 24 xyxy=(886,202,1092,217)
directory-entry: Schlachter — xyxy=(1220,757,1303,772)
